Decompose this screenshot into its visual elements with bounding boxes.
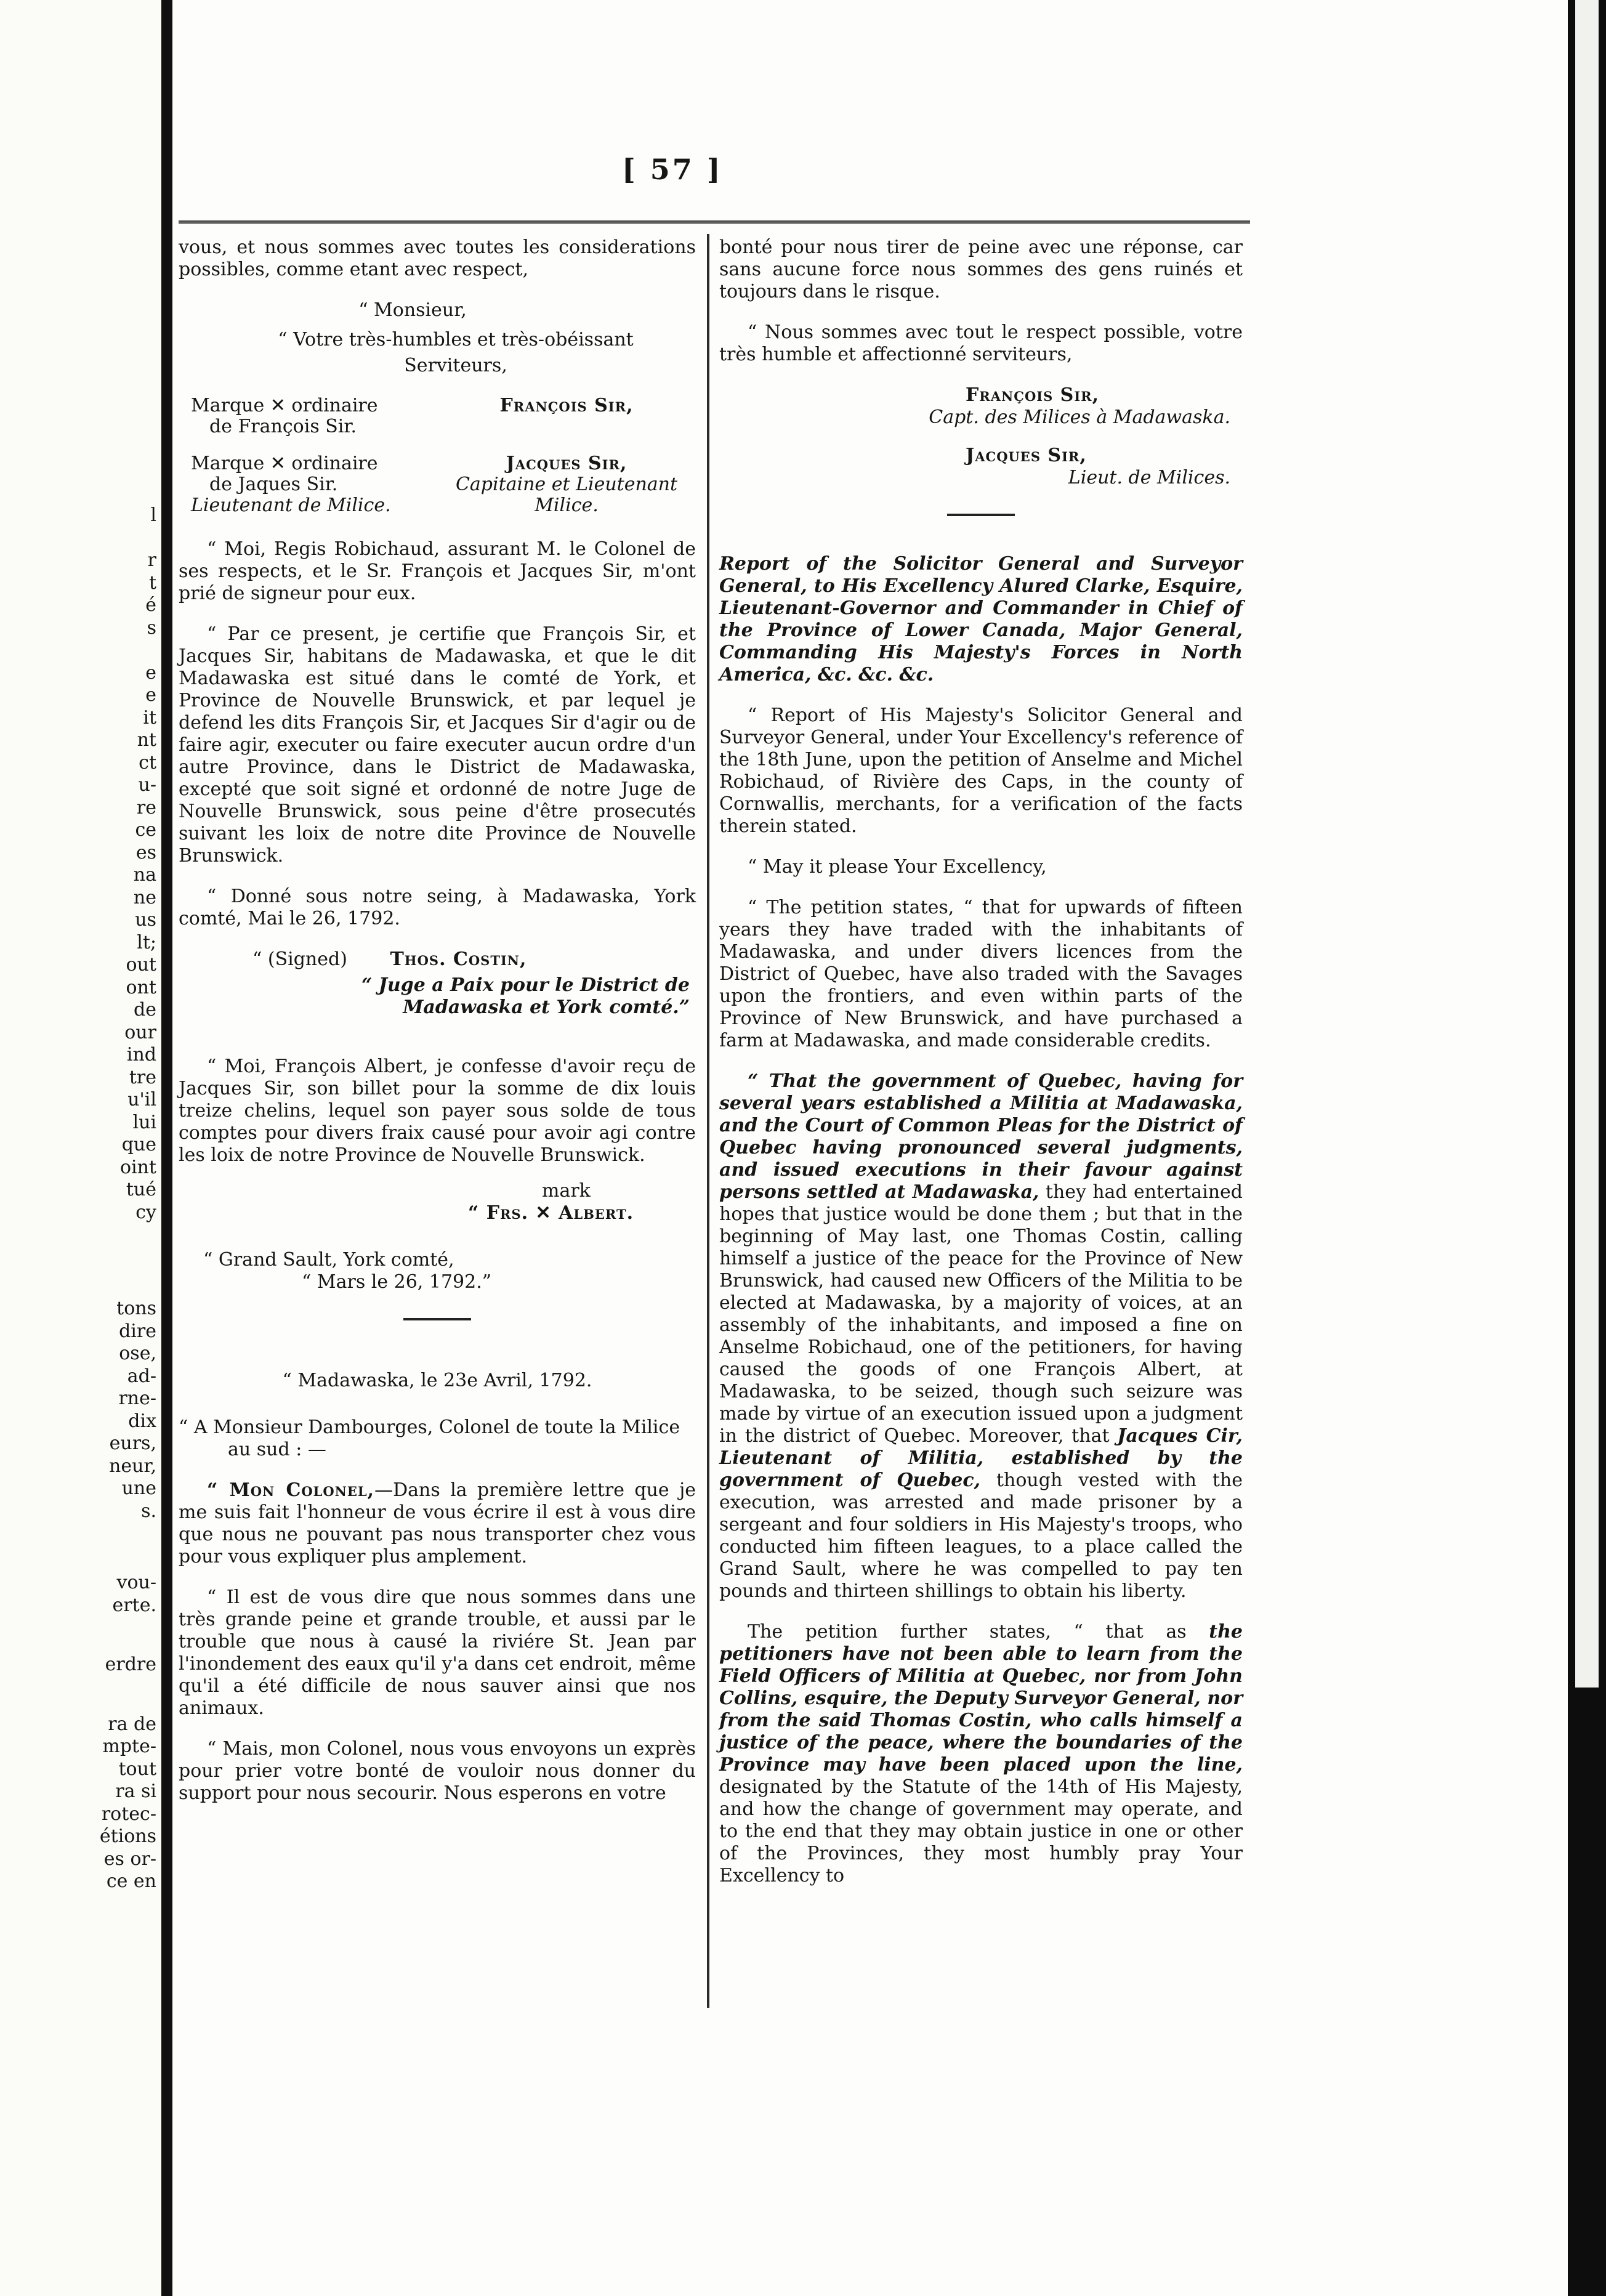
facing-page-fragment: oint: [119, 1156, 156, 1178]
facing-page-fragment: r: [147, 549, 156, 571]
facing-page-fragment: s: [147, 616, 156, 639]
opening-paragraph: vous, et nous sommes avec toutes les considerations possibles, comme etant avec respect,: [179, 236, 696, 280]
facing-page-fragment: e: [145, 684, 156, 706]
signature-name-francois: François Sir,: [499, 395, 634, 416]
section-separator-right: [947, 514, 1015, 516]
signed-line: [179, 948, 696, 971]
facing-page-fragment: ra si: [115, 1781, 156, 1802]
facing-page-fragment: u-: [138, 774, 156, 796]
facing-page-fragment: rotec-: [101, 1803, 156, 1825]
facing-page-fragment: ose,: [119, 1343, 156, 1364]
paragraph-report: “ Report of His Majesty's Solicitor General and Surveyor General, under Your Excellency's reference of the 18th June, upon the petition of Anselme and Michel Robichaud, of Rivière des Caps, in the county of Cornwallis, merchants, for a verification of the facts therein stated.: [719, 705, 1243, 837]
paragraph-further: The petition further states, “ that as the petitioners have not been able to learn from the Field Officers of Militia at Quebec, nor from John Collins, esquire, the Deputy Surveyor General, nor from the said Thomas Costin, who calls himself a justice of the peace, where the boundaries of the Province may have been placed upon the line, designated by the Statute of the 14th of His Majesty, and how the change of government may operate, and to the end that they may obtain justice in one or other of the Provinces, they most humbly pray Your Excellency to: [719, 1621, 1243, 1886]
facing-page-fragment: dire: [119, 1320, 156, 1342]
facing-page-fragment: ra de: [108, 1713, 156, 1735]
facing-page-fragment: vou-: [116, 1572, 156, 1593]
albert-signature: “ Frs. ✕ Albert.: [468, 1202, 634, 1224]
facing-page-fragment: re: [136, 796, 156, 819]
facing-page-fragment: ind: [126, 1044, 156, 1065]
signature-jacques-title: Lieut. de Milices.: [1068, 467, 1230, 488]
facing-page-fragment: mpte-: [102, 1736, 156, 1757]
paragraph-donne: “ Donné sous notre seing, à Madawaska, York comté, Mai le 26, 1792.: [179, 886, 696, 929]
grand-sault-date: “ Mars le 26, 1792.”: [302, 1271, 492, 1293]
paragraph-albert: “ Moi, François Albert, je confesse d'avoir reçu de Jacques Sir, son billet pour la somme de dix louis treize chelins, lequel son payer sous solde de tous comptes pour divers fraix causé pour avoir agi contre les loix de notre Province de Nouvelle Brunswick.: [179, 1056, 696, 1166]
letter-address-2: au sud : —: [228, 1439, 326, 1460]
paragraph-mon-colonel: “ Mon Colonel,—Dans la première lettre que je me suis fait l'honneur de vous écrire il est à vous dire que nous ne pouvant pas nous transporter chez vous pour vous expliquer plus amplement.: [179, 1479, 696, 1567]
right-column: [719, 236, 1243, 1906]
column-divider: [707, 234, 709, 2008]
facing-page-fragment: ce: [135, 819, 156, 841]
facing-page-fragment: erdre: [105, 1654, 156, 1675]
facing-page-fragment: ce en: [106, 1870, 156, 1892]
book-gutter: [161, 0, 172, 2296]
facing-page-fragment: ct: [139, 751, 156, 774]
paragraph-quebec: “ That the government of Quebec, having for several years established a Militia at Madawaska, and the Court of Common Pleas for the District of Quebec having pronounced several judgments, and issued executions in their favour against persons settled at Madawaska, they had entertained hopes that justice would be done them ; but that in the beginning of May last, one Thomas Costin, calling himself a justice of the peace for the Province of New Brunswick, had caused new Officers of the Militia to be elected at Madawaska, by a majority of voices, at an assembly of the inhabitants, and imposed a fine on Anselme Robichaud, one of the petitioners, for having caused the goods of one François Albert, at Madawaska, to be seized, though such seizure was made by virtue of an execution issued upon a judgment in the district of Quebec. Moreover, that Jacques Cir, Lieutenant of Militia, established by the government of Quebec, though vested with the execution, was arrested and made prisoner by a sergeant and four soldiers in His Majesty's troops, who conducted him fifteen leagues, to a place called the Grand Sault, where he was compelled to pay ten pounds and thirteen shillings to obtain his liberty.: [719, 1070, 1243, 1602]
facing-page-fragment: ad-: [127, 1365, 156, 1387]
signature-block: [179, 395, 696, 516]
facing-page-fragment: s.: [141, 1500, 156, 1522]
paragraph-certificate: “ Par ce present, je certifie que François Sir, et Jacques Sir, habitans de Madawaska, et que le dit Madawaska est situé dans le comté de York, et Province de Nouvelle Brunswick, et par lequel je defend les dits François Sir, et Jacques Sir d'agir ou de faire agir, executer ou faire executer aucun ordre d'un autre Province, dans le District de Madawaska, excepté que soit signé et ordonné de notre Juge de Nouvelle Brunswick, sous peine d'être prosecutés suivant les loix de notre dite Province de Nouvelle Brunswick.: [179, 623, 696, 867]
signature-jacques-name: Jacques Sir,: [966, 445, 1087, 466]
facing-page-fragment: cy: [135, 1201, 156, 1223]
facing-page-fragment: our: [124, 1021, 156, 1043]
facing-page-fragment: l: [150, 504, 156, 526]
facing-page-fragment: de: [134, 999, 156, 1021]
facing-page-fragment: ne: [133, 886, 156, 908]
closing-line: “ Votre très-humbles et très-obéissant: [278, 329, 634, 350]
facing-page-fragment: ont: [126, 976, 156, 998]
facing-page-fragment: une: [121, 1477, 156, 1499]
juge-title-1: “ Juge a Paix pour le District de: [361, 974, 690, 996]
facing-page-fragment: es: [135, 841, 156, 863]
facing-page-fragment: erte.: [112, 1594, 156, 1616]
paragraph-respect: “ Nous sommes avec tout le respect possible, votre très humble et affectionné serviteurs,: [719, 321, 1243, 365]
facing-page-fragment: lt;: [137, 931, 156, 953]
signature-francois-title: Capt. des Milices à Madawaska.: [929, 406, 1230, 428]
facing-page-left: [0, 0, 161, 2296]
facing-page-fragment: t: [148, 572, 156, 594]
facing-page-fragment: tre: [129, 1066, 156, 1088]
facing-page-fragment: na: [133, 864, 156, 886]
grand-sault-line: “ Grand Sault, York comté,: [203, 1249, 454, 1271]
paragraph-mais: “ Mais, mon Colonel, nous vous envoyons un exprès pour prier votre bonté de vouloir nous donner du support pour nous secourir. Nous esperons en votre: [179, 1738, 696, 1804]
facing-page-fragment: es or-: [103, 1848, 156, 1870]
facing-page-fragment: tué: [126, 1179, 156, 1200]
next-page-edge: [1575, 0, 1599, 1688]
facing-page-fragment: lui: [132, 1111, 156, 1133]
juge-title-2: Madawaska et York comté.”: [403, 996, 690, 1018]
signature-mark-francois: Marque ✕ ordinaire de François Sir.: [191, 395, 378, 437]
paragraph-may-it-please: “ May it please Your Excellency,: [748, 856, 1047, 878]
closing-serviteurs: Serviteurs,: [404, 355, 507, 376]
facing-page-fragment: out: [126, 954, 156, 976]
left-column: [179, 236, 696, 1823]
facing-page-fragment: us: [135, 909, 156, 931]
report-title: Report of the Solicitor General and Surveyor General, to His Excellency Alured Clarke, Esquire, Lieutenant-Governor and Commander in Chief of the Province of Lower Canada, Major General, Commanding His Majesty's Forces in North America, &c. &c. &c.: [719, 553, 1243, 685]
facing-page-fragment: u'il: [127, 1089, 156, 1110]
paragraph-petition: “ The petition states, “ that for upwards of fifteen years they have traded with the inhabitants of Madawaska, and under divers licences from the District of Quebec, have also traded with the Savages upon the frontiers, and even within parts of the Province of New Brunswick, and have purchased a farm at Madawaska, and made considerable credits.: [719, 897, 1243, 1051]
paragraph-peine: “ Il est de vous dire que nous sommes dans une très grande peine et grande trouble, et aussi par le trouble que nous à causé la riviére St. Jean par l'inondement des eaux qu'il y'a dans cet endroit, même qu'il a été difficile de nous sauver ainsi que nos animaux.: [179, 1587, 696, 1719]
facing-page-fragment: eurs,: [109, 1433, 156, 1454]
section-separator: [403, 1318, 471, 1320]
letter-address: “ A Monsieur Dambourges, Colonel de toute la Milice: [179, 1417, 680, 1438]
salutation: “ Monsieur,: [358, 299, 467, 321]
facing-page-fragment: tons: [116, 1298, 156, 1319]
signature-name-jacques: Jacques Sir, Capitaine et Lieutenant Milice.: [455, 453, 678, 516]
paragraph-bonte: bonté pour nous tirer de peine avec une réponse, car sans aucune force nous sommes des gens ruinés et toujours dans le risque.: [719, 236, 1243, 302]
signed-label: “ (Signed): [252, 948, 347, 970]
header-rule: [179, 220, 1250, 224]
paragraph-robichaud: “ Moi, Regis Robichaud, assurant M. le Colonel de ses respects, et le Sr. François et Jacques Sir, m'ont prié de signeur pour eux.: [179, 538, 696, 604]
signature-francois-name: François Sir,: [966, 384, 1100, 406]
facing-page-fragment: é: [145, 594, 156, 616]
facing-page-fragment: e: [145, 661, 156, 684]
facing-page-fragment: dix: [128, 1410, 156, 1432]
signature-mark-jacques: Marque ✕ ordinaire de Jaques Sir. Lieutenant de Milice.: [191, 453, 391, 516]
facing-page-fragment: étions: [99, 1825, 156, 1847]
facing-page-fragment: rne-: [118, 1388, 156, 1409]
mark-word: mark: [542, 1180, 591, 1202]
signed-name: Thos. Costin,: [390, 948, 527, 970]
facing-page-fragment: tout: [118, 1758, 156, 1780]
letter-dateline: “ Madawaska, le 23e Avril, 1792.: [282, 1370, 592, 1391]
facing-page-fragment: neur,: [109, 1455, 156, 1477]
facing-page-fragment: nt: [137, 729, 156, 751]
page-number: [ 57 ]: [622, 153, 723, 186]
facing-page-fragment: que: [121, 1134, 156, 1155]
facing-page-fragment: it: [143, 706, 156, 729]
